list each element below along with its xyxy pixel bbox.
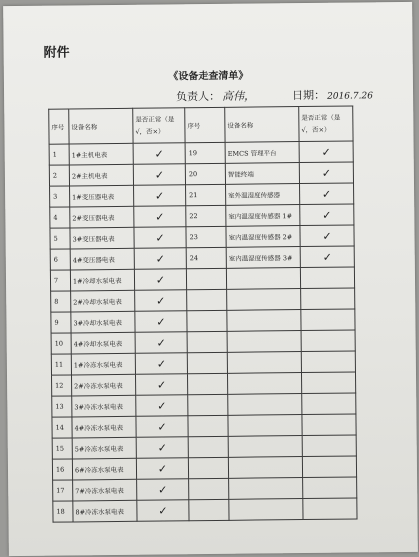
row-check-right: ✓ bbox=[300, 204, 354, 226]
row-check-right bbox=[302, 393, 356, 415]
row-seq-right bbox=[187, 352, 227, 373]
document-title: 《设备走查清单》 bbox=[168, 70, 249, 83]
row-seq-right bbox=[188, 415, 228, 436]
row-seq-right: 24 bbox=[186, 247, 226, 268]
row-check-right bbox=[301, 372, 355, 394]
row-check-left: ✓ bbox=[135, 353, 187, 375]
header-name-right: 设备名称 bbox=[225, 107, 299, 143]
row-seq-left: 3 bbox=[50, 186, 70, 207]
row-check-right: ✓ bbox=[299, 141, 353, 163]
row-name-right: 室内温湿度传感器 2# bbox=[226, 226, 300, 248]
row-check-right bbox=[302, 435, 356, 457]
row-seq-left: 8 bbox=[51, 291, 71, 312]
row-check-right: ✓ bbox=[299, 162, 353, 184]
row-check-left: ✓ bbox=[135, 290, 187, 312]
row-name-right: 室外温湿度传感器 bbox=[226, 184, 300, 206]
row-check-left: ✓ bbox=[135, 311, 187, 333]
row-name-left: 8#冷冻水泵电表 bbox=[73, 500, 137, 522]
row-check-left: ✓ bbox=[135, 374, 187, 396]
row-seq-right bbox=[189, 499, 229, 520]
row-seq-right bbox=[186, 268, 226, 289]
row-check-right bbox=[302, 414, 356, 436]
row-check-right bbox=[303, 477, 357, 499]
row-seq-left: 4 bbox=[50, 207, 70, 228]
row-seq-left: 6 bbox=[50, 249, 70, 270]
row-seq-right: 21 bbox=[186, 184, 226, 205]
row-seq-right bbox=[187, 289, 227, 310]
header-name-left: 设备名称 bbox=[69, 108, 133, 144]
row-name-right bbox=[229, 499, 303, 521]
row-name-left: 1#冷冻水泵电表 bbox=[71, 353, 135, 375]
responsible-signature: 高伟， bbox=[222, 89, 256, 103]
row-name-right: 室内温湿度传感器 1# bbox=[226, 205, 300, 227]
row-check-left: ✓ bbox=[134, 248, 186, 270]
row-seq-left: 13 bbox=[52, 396, 72, 417]
date-field bbox=[292, 86, 373, 103]
row-seq-left: 2 bbox=[49, 165, 69, 186]
row-check-left: ✓ bbox=[136, 437, 188, 459]
row-name-left: 3#变压器电表 bbox=[70, 227, 134, 249]
row-seq-left: 9 bbox=[51, 312, 71, 333]
row-check-right bbox=[301, 309, 355, 331]
row-check-left: ✓ bbox=[133, 143, 185, 165]
row-name-left: 4#变压器电表 bbox=[70, 248, 134, 270]
row-check-left: ✓ bbox=[137, 500, 189, 522]
row-seq-left: 7 bbox=[50, 270, 70, 291]
row-check-left: ✓ bbox=[135, 332, 187, 354]
row-check-right bbox=[302, 456, 356, 478]
header-normal-right: 是否正常（是√，否×） bbox=[299, 106, 353, 142]
row-check-left: ✓ bbox=[137, 479, 189, 501]
row-check-right bbox=[301, 351, 355, 373]
row-seq-right bbox=[188, 394, 228, 415]
row-check-left: ✓ bbox=[134, 227, 186, 249]
table-row bbox=[53, 498, 357, 522]
row-name-left: 3#冷却水泵电表 bbox=[71, 311, 135, 333]
row-name-right bbox=[228, 457, 302, 479]
row-seq-left: 5 bbox=[50, 228, 70, 249]
row-seq-right bbox=[189, 478, 229, 499]
row-seq-right bbox=[187, 310, 227, 331]
row-seq-right bbox=[188, 436, 228, 457]
row-seq-right: 22 bbox=[186, 205, 226, 226]
row-name-left: 2#冷冻水泵电表 bbox=[71, 374, 135, 396]
row-check-right: ✓ bbox=[300, 246, 354, 268]
row-name-right bbox=[228, 436, 302, 458]
row-seq-left: 10 bbox=[51, 333, 71, 354]
row-check-right bbox=[301, 288, 355, 310]
header-seq-right: 序号 bbox=[185, 107, 225, 142]
row-name-right: 智能终端 bbox=[225, 163, 299, 185]
row-check-left: ✓ bbox=[134, 185, 186, 207]
row-check-right: ✓ bbox=[300, 225, 354, 247]
row-seq-left: 12 bbox=[51, 375, 71, 396]
responsible-label: 负责人： bbox=[176, 89, 221, 104]
row-check-left: ✓ bbox=[136, 458, 188, 480]
row-name-right bbox=[227, 373, 301, 395]
row-name-right bbox=[227, 331, 301, 353]
table-header-row bbox=[49, 106, 353, 144]
row-name-left: 2#冷却水泵电表 bbox=[71, 290, 135, 312]
row-check-right: ✓ bbox=[300, 183, 354, 205]
header-seq-left: 序号 bbox=[49, 109, 69, 144]
row-name-right bbox=[226, 268, 300, 290]
row-name-right: 室内温湿度传感器 3# bbox=[226, 247, 300, 269]
row-check-right bbox=[300, 267, 354, 289]
row-name-left: 4#冷冻水泵电表 bbox=[72, 416, 136, 438]
row-seq-left: 14 bbox=[52, 417, 72, 438]
row-seq-left: 1 bbox=[49, 144, 69, 165]
row-seq-right: 19 bbox=[185, 142, 225, 163]
row-seq-right: 20 bbox=[185, 163, 225, 184]
row-seq-left: 17 bbox=[53, 480, 73, 501]
row-name-right bbox=[227, 310, 301, 332]
row-name-left: 4#冷却水泵电表 bbox=[71, 332, 135, 354]
row-name-left: 5#冷冻水泵电表 bbox=[72, 437, 136, 459]
row-seq-right bbox=[187, 331, 227, 352]
date-value: 2016.7.26 bbox=[327, 91, 373, 102]
responsible-field bbox=[176, 87, 264, 104]
row-name-left: 2#主机电表 bbox=[69, 164, 133, 186]
row-seq-left: 16 bbox=[52, 459, 72, 480]
row-seq-right: 23 bbox=[186, 226, 226, 247]
header-normal-left: 是否正常（是√，否×） bbox=[133, 108, 185, 144]
row-name-left: 3#冷冻水泵电表 bbox=[72, 395, 136, 417]
row-name-left: 2#变压器电表 bbox=[70, 206, 134, 228]
row-name-right bbox=[228, 394, 302, 416]
row-name-right bbox=[228, 415, 302, 437]
row-name-right bbox=[229, 478, 303, 500]
row-check-left: ✓ bbox=[134, 206, 186, 228]
document-sheet bbox=[3, 2, 418, 556]
row-name-right: EMCS 管理平台 bbox=[225, 142, 299, 164]
row-name-left: 1#主机电表 bbox=[69, 143, 133, 165]
row-name-left: 1#变压器电表 bbox=[70, 185, 134, 207]
row-name-right bbox=[227, 352, 301, 374]
row-seq-right bbox=[187, 373, 227, 394]
row-name-left: 7#冷冻水泵电表 bbox=[73, 479, 137, 501]
row-seq-left: 18 bbox=[53, 501, 73, 522]
row-name-left: 6#冷冻水泵电表 bbox=[72, 458, 136, 480]
row-name-right bbox=[227, 289, 301, 311]
row-seq-right bbox=[188, 457, 228, 478]
row-check-right bbox=[301, 330, 355, 352]
row-seq-left: 11 bbox=[51, 354, 71, 375]
date-label: 日期： bbox=[292, 88, 326, 103]
row-check-left: ✓ bbox=[136, 395, 188, 417]
equipment-checklist-table bbox=[48, 105, 357, 522]
row-check-right bbox=[303, 498, 357, 520]
row-check-left: ✓ bbox=[133, 164, 185, 186]
row-seq-left: 15 bbox=[52, 438, 72, 459]
attachment-label: 附件 bbox=[43, 45, 70, 61]
row-check-left: ✓ bbox=[134, 269, 186, 291]
row-name-left: 1#冷却水泵电表 bbox=[70, 269, 134, 291]
row-check-left: ✓ bbox=[136, 416, 188, 438]
